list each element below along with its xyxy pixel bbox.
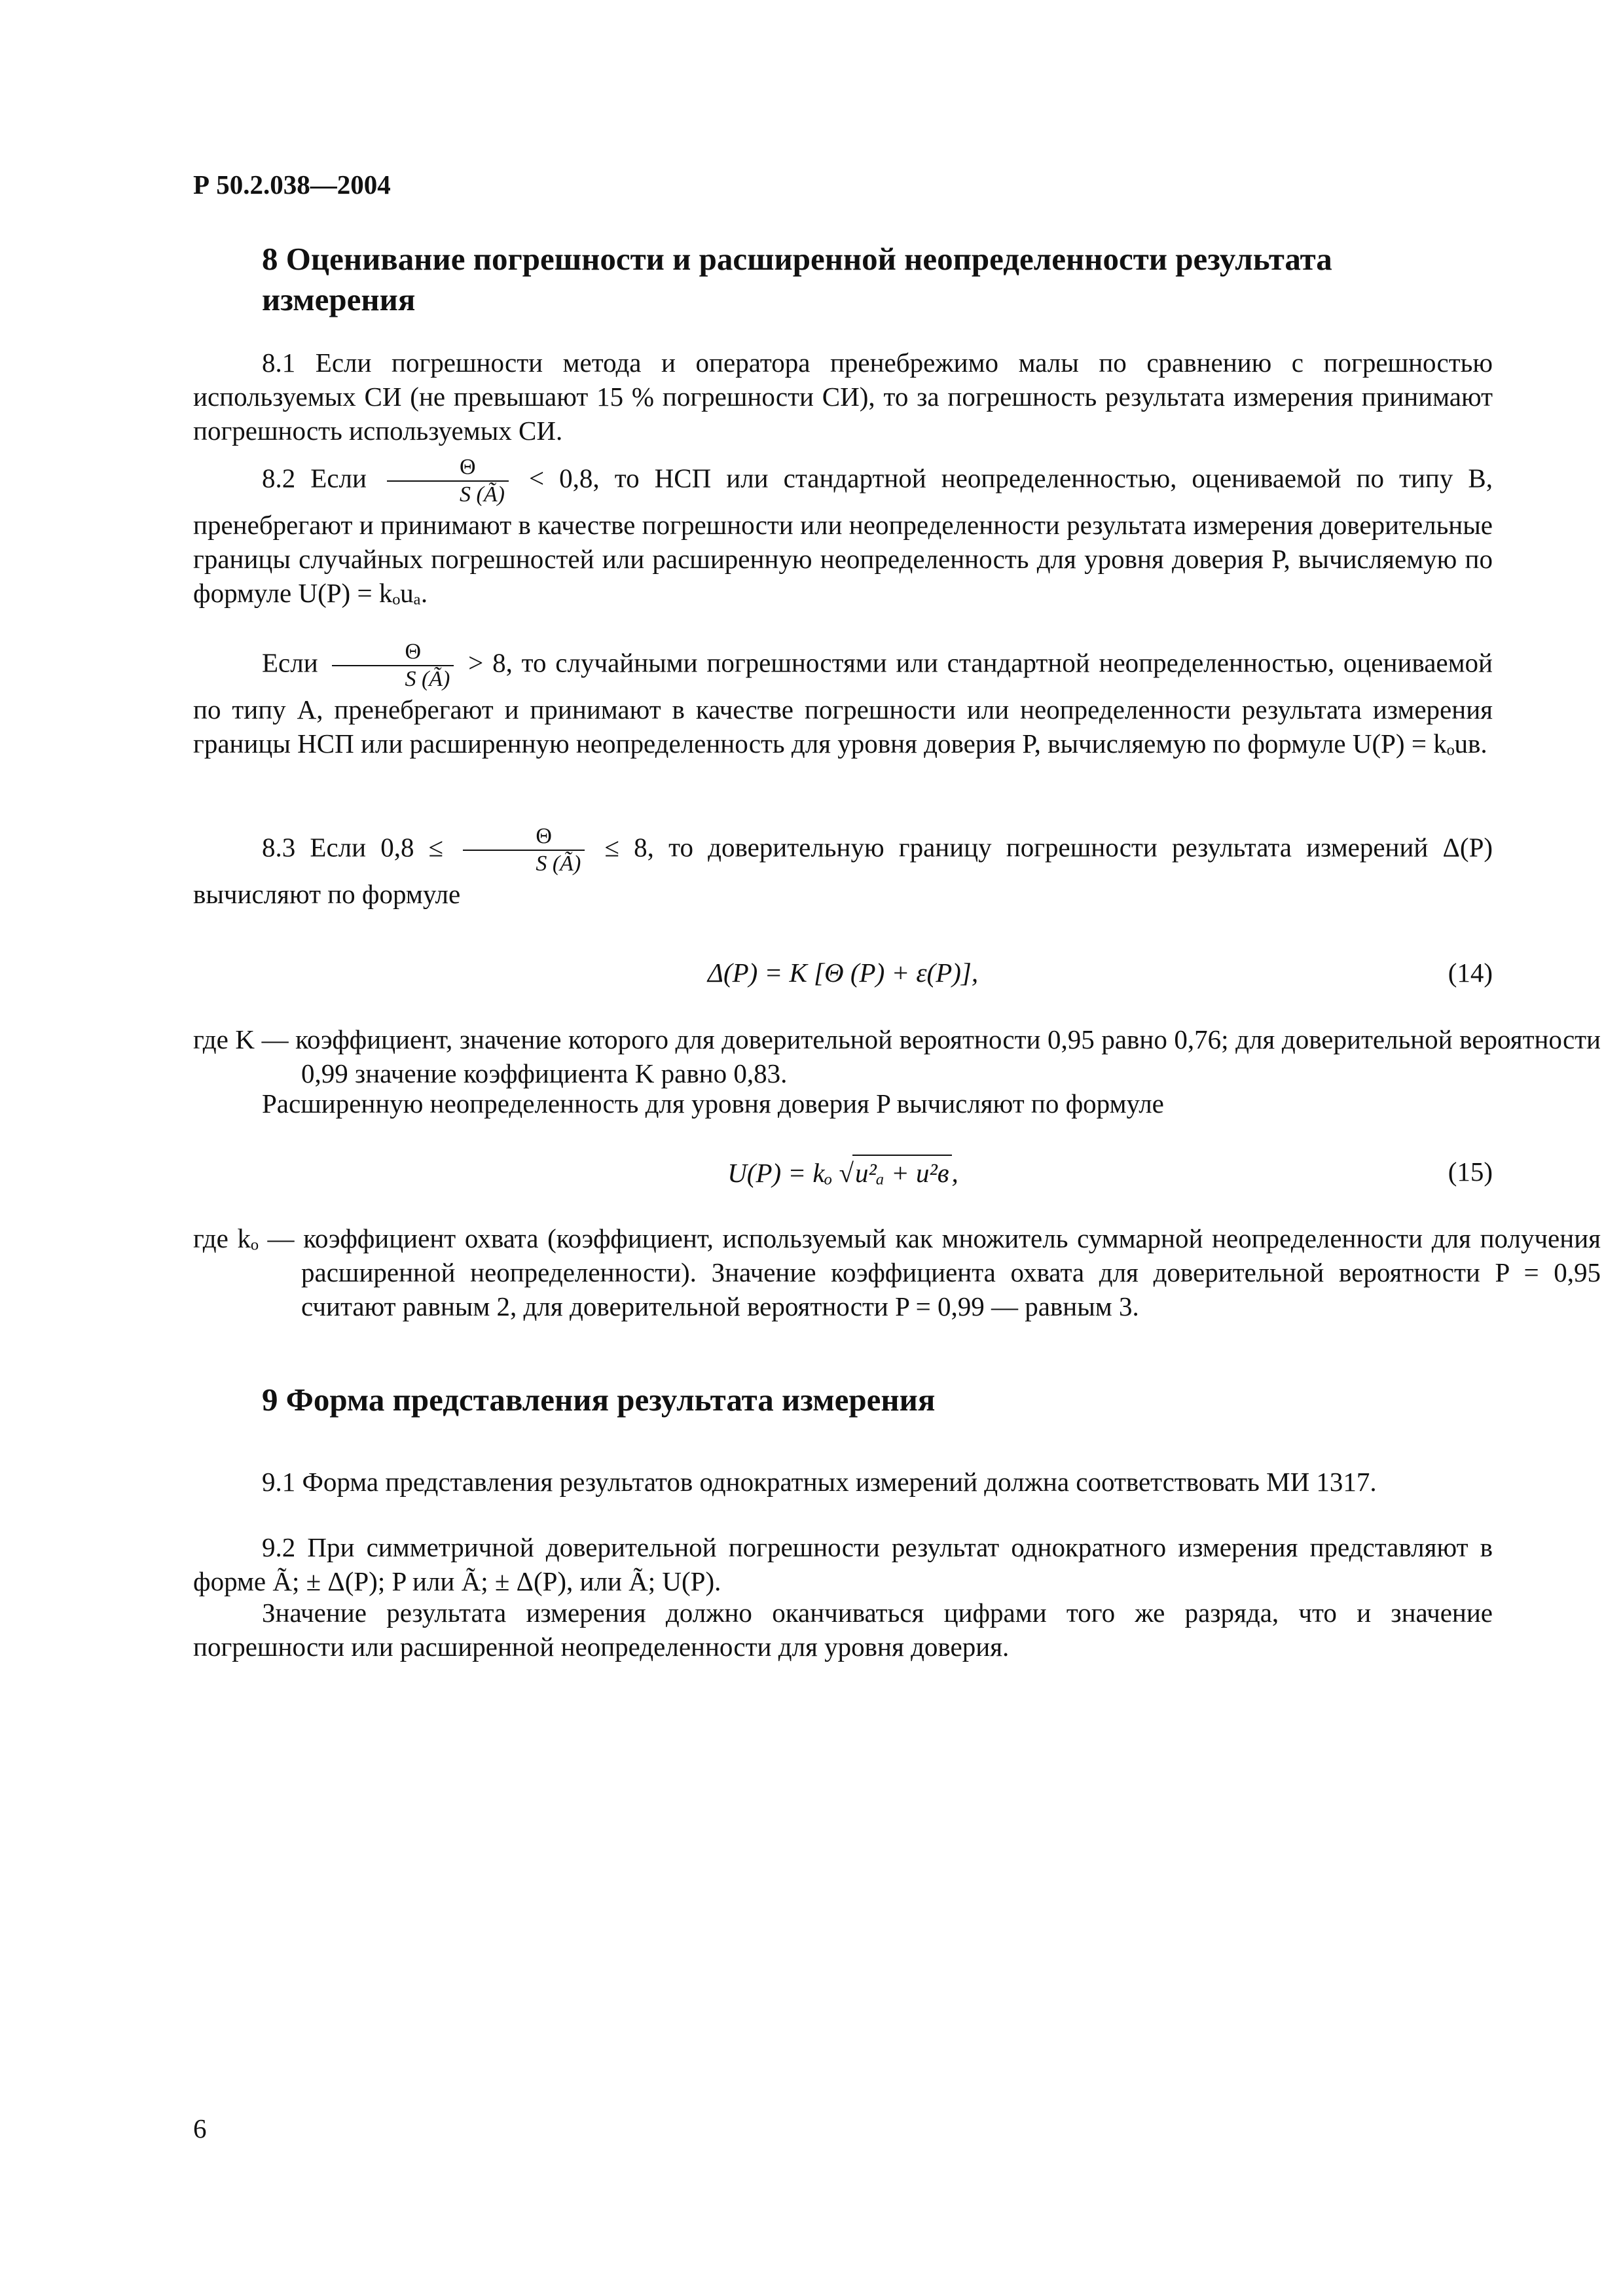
fraction-numerator: Θ <box>332 639 454 666</box>
equation-number-14: (14) <box>1448 958 1493 988</box>
p82b-lead: Если <box>262 647 318 678</box>
where-k0-note: где kₒ — коэффициент охвата (коэффициент, используемый как множитель суммарной неопределенности для получения расширенной неопределенности). Значение коэффициента охвата для доверительной вероятности P = 0,95 считают равным 2, для доверительной вероятности P = 0,99 — равным 3. <box>193 1223 1601 1321</box>
section-9-heading: 9 Форма представления результата измерения <box>262 1382 936 1418</box>
paragraph-8-1: 8.1 Если погрешности метода и оператора пренебрежимо малы по сравнению с погрешностью используемых СИ (не превышают 15 % погрешности СИ), то за погрешность результата измерения принимают погрешность используемых СИ. <box>193 348 1493 446</box>
paragraph-9-1: 9.1 Форма представления результатов однократных измерений должна соответствовать МИ 1317. <box>262 1467 1377 1497</box>
p82b-rest: > 8, то случайными погрешностями или стандартной неопределенностью, оцениваемой по типу А, пренебрегают и принимают в качестве погрешности или неопределенности результата измерения границы НСП или расширенную неопределенность для уровня доверия P, вычисляемую по формуле U(P) = kₒuв. <box>193 647 1493 759</box>
theta-over-s-fraction-2 <box>332 639 454 692</box>
paragraph-9-3: Значение результата измерения должно оканчиваться цифрами того же разряда, что и значение погрешности или расширенной неопределенности для уровня доверия. <box>193 1598 1493 1662</box>
p83-rest: ≤ 8, то доверительную границу погрешности результата измерений Δ(P) вычисляют по формуле <box>193 832 1493 909</box>
paragraph-8-2 <box>193 454 1493 610</box>
page-number: 6 <box>193 2113 207 2144</box>
formula-15-radicand: u²ₐ + u²в <box>852 1155 952 1190</box>
p83-lead: 8.3 Если 0,8 ≤ <box>262 832 444 863</box>
fraction-numerator: Θ <box>387 454 509 482</box>
theta-over-s-fraction <box>387 454 509 508</box>
fraction-numerator: Θ <box>463 823 585 851</box>
formula-15-tail: , <box>951 1158 958 1188</box>
fraction-denominator: S (Ã) <box>460 482 505 507</box>
fraction-denominator: S (Ã) <box>536 852 581 876</box>
equation-number-15: (15) <box>1448 1157 1493 1187</box>
formula-15-left: U(P) = kₒ √ <box>727 1158 854 1188</box>
formula-14: Δ(P) = K [Θ (P) + ε(P)], <box>707 958 979 988</box>
paragraph-extended-uncertainty: Расширенную неопределенность для уровня доверия P вычисляют по формуле <box>262 1088 1164 1119</box>
p82-lead: 8.2 Если <box>262 463 367 493</box>
section-8-heading: 8 Оценивание погрешности и расширенной неопределенности результата измерения <box>262 241 1332 317</box>
formula-15 <box>193 1155 1493 1190</box>
fraction-denominator: S (Ã) <box>405 667 450 691</box>
document-id: Р 50.2.038—2004 <box>193 170 391 200</box>
p82-rest: < 0,8, то НСП или стандартной неопределенностью, оцениваемой по типу В, пренебрегают и принимают в качестве погрешности или неопределенности результата измерения доверительные границы случайных погрешностей или расширенную неопределенность для уровня доверия P, вычисляемую по формуле U(P) = kₒuₐ. <box>193 463 1493 608</box>
paragraph-8-3 <box>193 823 1493 911</box>
paragraph-8-2-b <box>193 639 1493 761</box>
where-k-note: где K — коэффициент, значение которого для доверительной вероятности 0,95 равно 0,76; для доверительной вероятности 0,99 значение коэффициента K равно 0,83. <box>193 1024 1601 1088</box>
theta-over-s-fraction-3 <box>463 823 585 877</box>
paragraph-9-2: 9.2 При симметричной доверительной погрешности результат однократного измерения представляют в форме Ã; ± Δ(P); P или Ã; ± Δ(P), или Ã; U(P). <box>193 1532 1493 1596</box>
